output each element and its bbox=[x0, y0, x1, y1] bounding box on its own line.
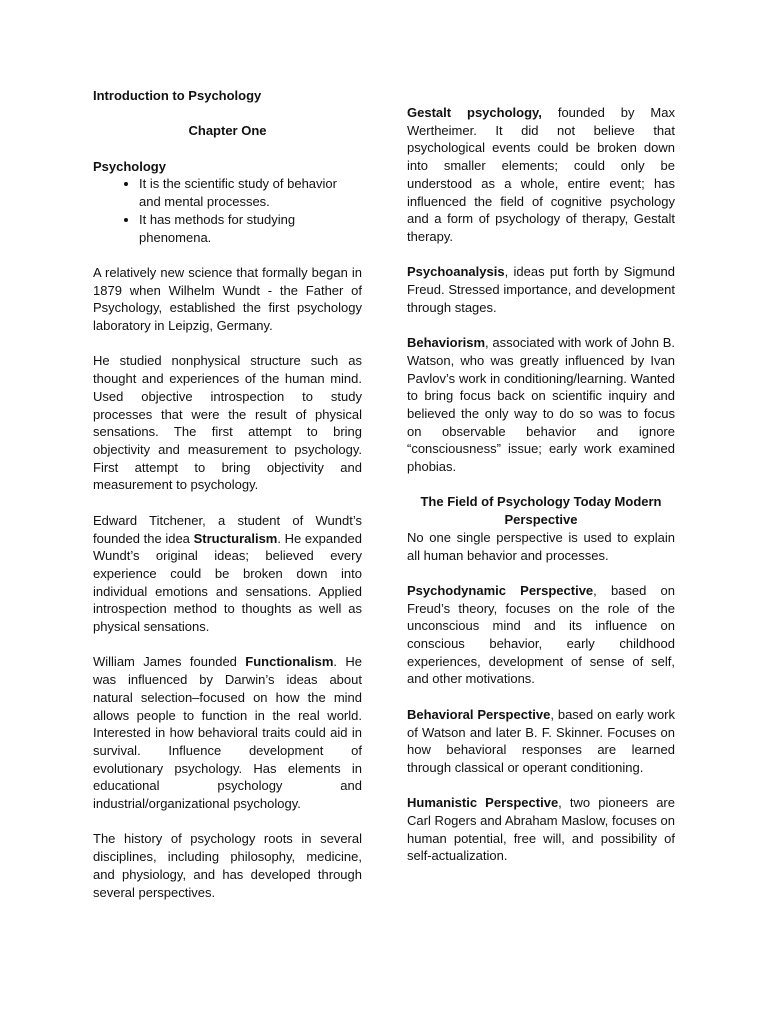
paragraph-modern-perspective: No one single perspective is used to explain all human behavior and processes. bbox=[407, 529, 675, 563]
term-psychodynamic: Psychodynamic Perspective bbox=[407, 582, 594, 598]
paragraph-wundt: A relatively new science that formally began in 1879 when Wilhelm Wundt - the Father of Psychology, established the first psychology laboratory in Leipzig, Germany. bbox=[93, 264, 362, 334]
list-item: • It is the scientific study of behavior and mental processes. bbox=[139, 175, 362, 210]
paragraph-gestalt bbox=[407, 104, 675, 246]
paragraph-psychodynamic bbox=[407, 582, 675, 688]
section-heading-modern-perspective: The Field of Psychology Today Modern Perspective bbox=[420, 494, 662, 528]
paragraph-introspection: He studied nonphysical structure such as thought and experiences of the human mind. Used objective introspection to study processes that were the result of physical sensations. The first attempt to bring objectivity and measurement to psychology. First attempt to bring objectivity and measurement to psychology. bbox=[93, 353, 362, 493]
term-structuralism: Structuralism bbox=[193, 530, 278, 546]
paragraph-text: . He was influenced by Darwin’s ideas about natural selection–focused on how the mind allows people to function in the real world. Interested in how behavioral traits could aid in survival. Influence development of evolutionary psychology. Has elements in educational psychology and industrial/organizational psychology. bbox=[93, 654, 363, 812]
paragraph-text: , based on Freud’s theory, focuses on the role of the unconscious mind and its influence on conscious behavior, early childhood experiences, development of sense of self, and other motivations. bbox=[407, 582, 675, 687]
document-title: Introduction to Psychology bbox=[93, 88, 262, 103]
left-column bbox=[93, 87, 362, 901]
paragraph-history: The history of psychology roots in several disciplines, including philosophy, medicine, and physiology, and has developed through several perspectives. bbox=[93, 831, 362, 900]
paragraph-behavioral bbox=[407, 706, 675, 777]
paragraph-text: . He expanded Wundt’s original ideas; believed every experience could be broken down into individual emotions and sensations. Applied introspection method to thoughts as well as physical sensations. bbox=[93, 530, 362, 635]
term-behavioral: Behavioral Perspective bbox=[407, 706, 551, 722]
term-functionalism: Functionalism bbox=[245, 654, 334, 670]
paragraph-behaviorism bbox=[407, 334, 675, 476]
term-behaviorism: Behaviorism bbox=[407, 335, 486, 351]
paragraph-text: , two pioneers are Carl Rogers and Abraham Maslow, focuses on human potential, free will, and possibility of self-actualization. bbox=[407, 795, 675, 864]
paragraph-text: , ideas put forth by Sigmund Freud. Stressed importance, and development through stages. bbox=[407, 264, 675, 315]
paragraph-text: William James founded bbox=[93, 654, 246, 670]
term-gestalt: Gestalt psychology, bbox=[407, 105, 542, 120]
paragraph-text: Edward Titchener, a student of Wundt’s founded the idea bbox=[93, 512, 362, 546]
list-item: • It has methods for studying phenomena. bbox=[139, 211, 362, 246]
term-humanistic: Humanistic Perspective bbox=[407, 795, 559, 811]
paragraph-humanistic bbox=[407, 794, 675, 865]
right-column bbox=[407, 104, 675, 865]
paragraph-text: , associated with work of John B. Watson, who was greatly influenced by Ivan Pavlov’s work in conditioning/learning. Wanted to bring focus back on scientific inquiry and believed the only way to do so was to focus on observable behavior and ignore “consciousness” issue; early work examined phobias. bbox=[407, 335, 675, 475]
paragraph-text: , based on early work of Watson and later B. F. Skinner. Focuses on how behavioral responses are learned through classical or operant conditioning. bbox=[407, 706, 675, 775]
definition-list bbox=[93, 175, 362, 246]
term-psychoanalysis: Psychoanalysis bbox=[407, 264, 505, 280]
chapter-heading: Chapter One bbox=[188, 123, 267, 139]
paragraph-text: founded by Max Wertheimer. It did not believe that psychological events could be broken down into smaller elements; could only be understood as a whole, entire event; has influenced the field of cognitive psychology and a form of psychology of therapy, Gestalt therapy. bbox=[407, 105, 675, 244]
section-heading-psychology: Psychology bbox=[93, 158, 166, 174]
paragraph-structuralism bbox=[93, 512, 362, 636]
paragraph-psychoanalysis bbox=[407, 263, 675, 316]
paragraph-functionalism bbox=[93, 653, 362, 812]
